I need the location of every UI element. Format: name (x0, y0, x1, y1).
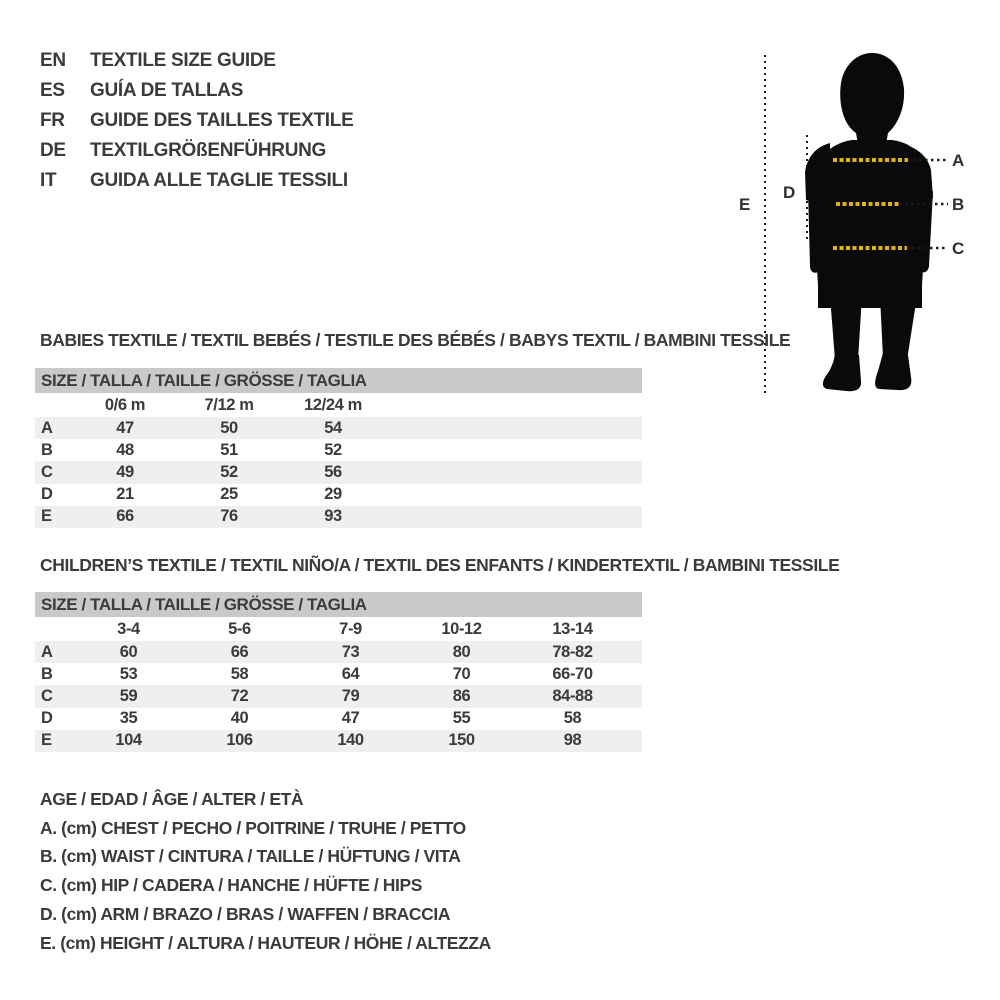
row-label: A (41, 418, 53, 437)
language-code: ES (40, 80, 65, 101)
cell-value: 73 (341, 642, 360, 661)
language-title-list (40, 46, 353, 196)
column-header: 12/24 m (304, 395, 362, 414)
babies-section-title: BABIES TEXTILE / TEXTIL BEBÉS / TESTILE DES BÉBÉS / BABYS TEXTIL / BAMBINI TESSILE (40, 330, 791, 350)
cell-value: 66-70 (552, 664, 593, 683)
row-label: C (41, 462, 53, 481)
babies-column-header-row (35, 393, 642, 417)
cell-value: 50 (220, 418, 238, 437)
cell-value: 25 (220, 485, 238, 504)
figure-label-e: E (739, 195, 751, 214)
cell-value: 66 (230, 642, 249, 661)
language-row (40, 166, 353, 196)
cell-value: 80 (452, 642, 471, 661)
language-title: GUIDE DES TAILLES TEXTILE (90, 110, 354, 131)
cell-value: 47 (341, 709, 360, 728)
row-label: E (41, 731, 52, 750)
figure-label-b: B (952, 195, 965, 214)
legend-line-height: E. (cm) HEIGHT / ALTURA / HAUTEUR / HÖHE / ALTEZZA (40, 932, 491, 953)
row-label: C (41, 686, 53, 705)
cell-value: 58 (563, 709, 582, 728)
table-row (35, 461, 642, 483)
cell-value: 52 (324, 440, 342, 459)
language-row (40, 106, 353, 136)
legend-line-waist: B. (cm) WAIST / CINTURA / TAILLE / HÜFTUNG / VITA (40, 846, 461, 867)
silhouette-right-foot (875, 353, 911, 390)
cell-value: 60 (119, 642, 138, 661)
table-row (35, 663, 642, 685)
language-row (40, 136, 353, 166)
legend-line-age: AGE / EDAD / ÂGE / ALTER / ETÀ (40, 788, 304, 809)
cell-value: 53 (119, 664, 138, 683)
babies-size-table (35, 368, 642, 528)
silhouette-left-foot (823, 354, 861, 391)
language-row (40, 76, 353, 106)
table-row (35, 730, 642, 752)
row-label: A (41, 642, 53, 661)
table-row (35, 484, 642, 506)
cell-value: 58 (230, 664, 249, 683)
cell-value: 66 (116, 507, 134, 526)
cell-value: 40 (230, 709, 249, 728)
table-row (35, 685, 642, 707)
cell-value: 79 (341, 686, 360, 705)
column-header: 10-12 (441, 619, 482, 638)
figure-label-d: D (783, 183, 796, 202)
language-title: GUIDA ALLE TAGLIE TESSILI (90, 170, 348, 191)
figure-label-c: C (952, 239, 965, 258)
table-row (35, 417, 642, 439)
silhouette-left-leg (830, 296, 862, 360)
legend-line-arm: D. (cm) ARM / BRAZO / BRAS / WAFFEN / BRACCIA (40, 904, 451, 925)
cell-value: 104 (115, 731, 142, 750)
children-size-table (35, 592, 642, 752)
column-header: 0/6 m (104, 395, 146, 414)
cell-value: 86 (452, 686, 471, 705)
cell-value: 70 (452, 664, 471, 683)
cell-value: 76 (220, 507, 238, 526)
language-code: FR (40, 110, 65, 131)
cell-value: 35 (119, 709, 138, 728)
row-label: D (41, 709, 53, 728)
cell-value: 64 (341, 664, 360, 683)
cell-value: 93 (324, 507, 342, 526)
cell-value: 78-82 (552, 642, 593, 661)
row-label: B (41, 440, 53, 459)
children-section-title: CHILDREN’S TEXTILE / TEXTIL NIÑO/A / TEXTIL DES ENFANTS / KINDERTEXTIL / BAMBINI TESSILE (40, 555, 840, 575)
table-row (35, 641, 642, 663)
cell-value: 72 (230, 686, 249, 705)
language-title: TEXTILE SIZE GUIDE (90, 50, 276, 71)
language-code: EN (40, 50, 66, 71)
silhouette-head (840, 53, 904, 144)
language-row (40, 46, 353, 76)
column-header: 13-14 (552, 619, 593, 638)
language-title: TEXTILGRÖßENFÜHRUNG (90, 140, 327, 161)
row-label: E (41, 507, 52, 526)
cell-value: 56 (324, 462, 342, 481)
legend-line-chest: A. (cm) CHEST / PECHO / POITRINE / TRUHE / PETTO (40, 817, 466, 838)
cell-value: 59 (119, 686, 138, 705)
column-header: 7/12 m (204, 395, 254, 414)
cell-value: 52 (220, 462, 238, 481)
children-size-header-bar: SIZE / TALLA / TAILLE / GRÖSSE / TAGLIA (35, 592, 642, 617)
cell-value: 84-88 (552, 686, 593, 705)
table-row (35, 439, 642, 461)
measurement-legend (40, 785, 491, 958)
column-header: 7-9 (339, 619, 362, 638)
language-code: DE (40, 140, 66, 161)
silhouette-right-leg (880, 296, 917, 360)
children-column-header-row (35, 617, 642, 641)
table-row (35, 708, 642, 730)
cell-value: 29 (324, 485, 342, 504)
cell-value: 140 (337, 731, 364, 750)
column-header: 3-4 (117, 619, 140, 638)
child-silhouette-icon (805, 53, 933, 391)
row-label: B (41, 664, 53, 683)
row-label: D (41, 485, 53, 504)
cell-value: 51 (220, 440, 238, 459)
cell-value: 21 (116, 485, 134, 504)
legend-line-hip: C. (cm) HIP / CADERA / HANCHE / HÜFTE / HIPS (40, 875, 423, 896)
cell-value: 49 (116, 462, 134, 481)
cell-value: 48 (116, 440, 134, 459)
cell-value: 55 (452, 709, 471, 728)
cell-value: 47 (116, 418, 134, 437)
figure-label-a: A (952, 151, 965, 170)
table-row (35, 506, 642, 528)
cell-value: 98 (563, 731, 582, 750)
cell-value: 150 (448, 731, 475, 750)
language-code: IT (40, 170, 57, 191)
language-title: GUÍA DE TALLAS (90, 80, 244, 101)
cell-value: 54 (324, 418, 342, 437)
cell-value: 106 (226, 731, 253, 750)
column-header: 5-6 (228, 619, 251, 638)
babies-size-header-bar: SIZE / TALLA / TAILLE / GRÖSSE / TAGLIA (35, 368, 642, 393)
